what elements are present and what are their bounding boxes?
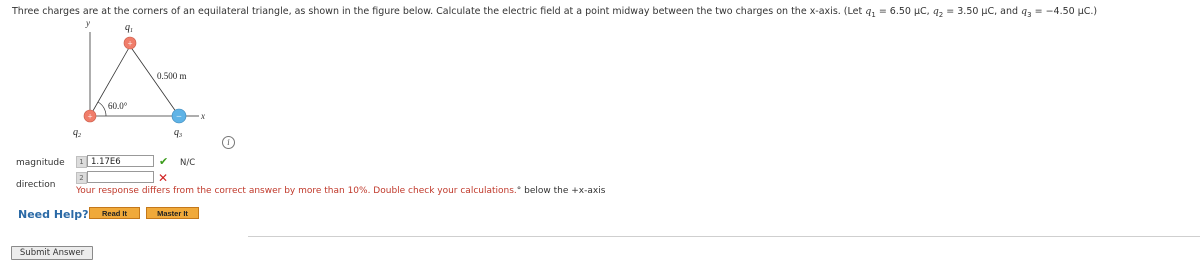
angle-arc [98, 102, 106, 116]
negative-charge-right [172, 109, 186, 123]
part-number-1: 1 [76, 156, 87, 168]
need-help-title: Need Help? [18, 208, 89, 221]
feedback-text: Your response differs from the correct answer by more than 10%. Double check your calculations.° below the +x-axis [76, 186, 606, 196]
read-it-button[interactable]: Read It [89, 207, 140, 219]
direction-label: direction [16, 180, 56, 190]
charge-left-sign: + [87, 111, 93, 122]
part-number-2: 2 [76, 172, 87, 184]
y-axis-label: y [86, 18, 90, 28]
positive-charge-left [84, 110, 96, 122]
incorrect-x-icon: ✕ [158, 171, 169, 185]
positive-charge-top [124, 37, 136, 49]
submit-answer-button[interactable]: Submit Answer [11, 246, 93, 260]
charge-right-label: $q_3$ [174, 127, 182, 139]
charge-top-sign: + [127, 38, 133, 49]
direction-suffix: ° below the +x-axis [516, 186, 606, 196]
divider [248, 236, 1200, 237]
x-axis-label: x [201, 111, 205, 121]
charge-top-label: $q_1$ [125, 22, 133, 34]
question-text: Three charges are at the corners of an equilateral triangle, as shown in the figure below. Calculate the electric field at a point midway between the two charges on the x-axis. (Let $q_1 = 6.50$ μC, $q_2 = 3.50$ μC, and $q_3 = -4.50$ μC.) [12, 6, 1098, 19]
master-it-button[interactable]: Master It [146, 207, 199, 219]
triangle-figure [50, 16, 220, 146]
magnitude-label: magnitude [16, 158, 65, 168]
right-side [130, 46, 179, 116]
info-icon[interactable]: i [222, 136, 235, 149]
correct-check-icon: ✔ [159, 155, 169, 168]
charge-left-label: $q_2$ [73, 127, 81, 139]
magnitude-unit: N/C [180, 158, 196, 168]
angle-label: 60.0° [108, 101, 128, 111]
direction-input[interactable] [87, 171, 154, 183]
triangle-diagram [50, 16, 220, 142]
charge-right-sign: − [176, 111, 182, 123]
side-length-label: 0.500 m [157, 71, 187, 81]
magnitude-input[interactable]: 1.17E6 [87, 155, 154, 167]
